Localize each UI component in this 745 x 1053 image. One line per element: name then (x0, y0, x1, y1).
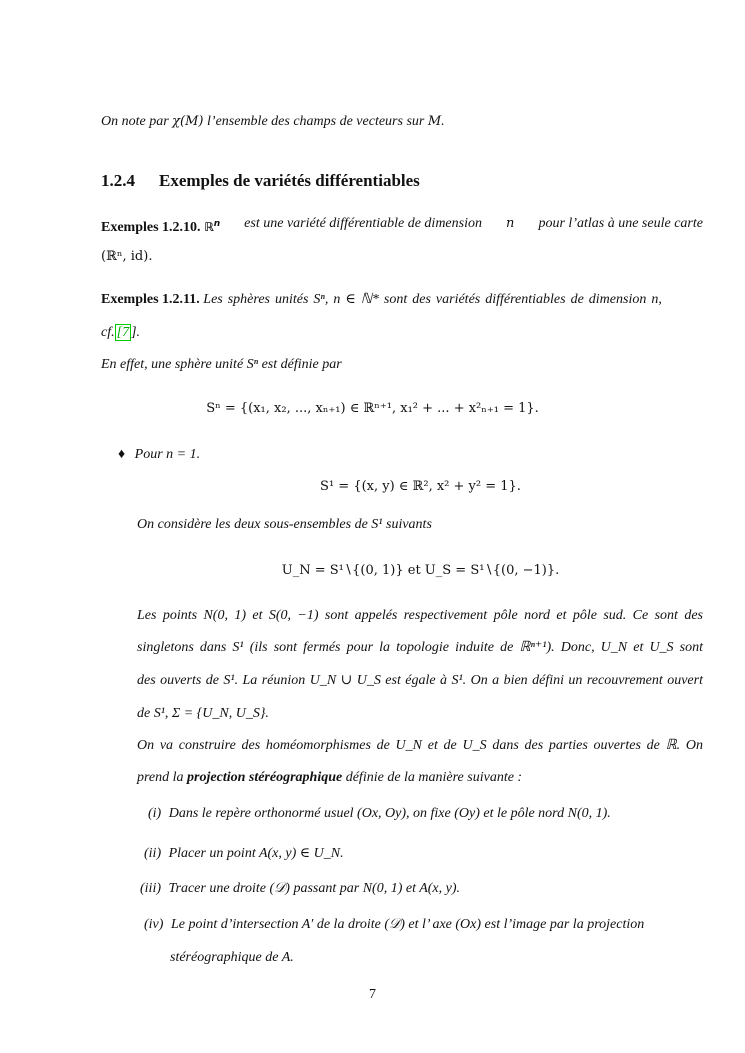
construct-post: définie de la manière suivante : (342, 770, 523, 785)
note-end: . (441, 114, 445, 129)
step-iv-text: Le point d’intersection A′ de la droite (𝒟) et l’ axe (Ox) est l’image par la projection (170, 917, 645, 932)
example-1-2-10-line1 (101, 215, 703, 237)
equation-s1: S¹ = {(x, y) ∈ ℝ², x² + y² = 1}. (320, 479, 521, 494)
example-1-2-11-text: Les sphères unités Sⁿ, n ∈ ℕ* sont des variétés différentiables de dimension n, (203, 292, 662, 307)
example-1-2-10-var: n (506, 216, 515, 231)
step-i (148, 805, 611, 823)
step-ii (144, 845, 344, 863)
construct-line-2 (137, 769, 522, 787)
example-1-2-10-rest: pour l’atlas à une seule carte (538, 216, 703, 231)
section-heading (101, 172, 420, 190)
step-iv-line2: stéréographique de A. (170, 950, 294, 965)
citation-number: 7 (122, 325, 130, 340)
step-iii-text: Tracer une droite (𝒟) passant par N(0, 1) et A(x, y). (168, 881, 461, 896)
diamond-bullet-icon: ♦ (118, 447, 126, 462)
construct-bold: projection stéréographique (187, 770, 343, 785)
construct-line-1: On va construire des homéomorphismes de U_N et de U_S dans des parties ouvertes de ℝ. On (137, 738, 703, 753)
note-var: M (427, 114, 442, 129)
step-ii-text: Placer un point A(x, y) ∈ U_N. (168, 846, 344, 861)
note-prefix: On note par (101, 114, 173, 129)
step-ii-num: (ii) (144, 846, 162, 861)
construct-pre: prend la (137, 770, 188, 785)
step-i-text: Dans le repère orthonormé usuel (Ox, Oy), on fixe (Oy) et le pôle nord N(0, 1). (168, 806, 611, 821)
para-line-4: de S¹, Σ = {U_N, U_S}. (137, 706, 269, 721)
case-n1-label: Pour n = 1. (134, 447, 201, 462)
page-number: 7 (369, 987, 376, 1002)
step-iv-num: (iv) (144, 917, 164, 932)
note-line (101, 113, 445, 131)
equation-u: U_N = S¹∖{(0, 1)} et U_S = S¹∖{(0, −1)}. (281, 563, 560, 578)
note-math: χ(M) (172, 114, 204, 129)
intro-line: En effet, une sphère unité Sⁿ est définie par (101, 357, 342, 372)
step-iii-num: (iii) (140, 881, 161, 896)
cf-end: ]. (131, 325, 141, 340)
para-line-2: singletons dans S¹ (ils sont fermés pour la topologie induite de ℝⁿ⁺¹). Donc, U_N et U_S sont (137, 640, 703, 655)
real-set-symbol: ℝ$^n$ (204, 219, 221, 234)
example-1-2-11-label: Exemples 1.2.11. (101, 292, 200, 307)
example-1-2-11-line2 (101, 324, 140, 342)
example-1-2-10-text: est une variété différentiable de dimension (244, 216, 482, 231)
cf-text: cf. (101, 325, 115, 340)
section-title: Exemples de variétés différentiables (159, 171, 420, 190)
equation-sn: Sⁿ = {(x₁, x₂, ..., xₙ₊₁) ∈ ℝⁿ⁺¹, x₁² + ... + x²ₙ₊₁ = 1}. (206, 401, 539, 416)
step-iv (144, 916, 644, 934)
section-number: 1.2.4 (101, 171, 135, 190)
note-suffix: l’ensemble des champs de vecteurs sur (203, 114, 428, 129)
citation-link[interactable]: [7 (116, 325, 130, 340)
para-line-3: des ouverts de S¹. La réunion U_N ∪ U_S est égale à S¹. On a bien défini un recouvrement ouvert (137, 673, 703, 688)
step-iii (140, 880, 460, 898)
case-n1 (118, 446, 200, 464)
para-line-1: Les points N(0, 1) et S(0, −1) sont appelés respectivement pôle nord et pôle sud. Ce sont des (137, 608, 703, 623)
consider-line: On considère les deux sous-ensembles de S¹ suivants (137, 517, 432, 532)
step-i-num: (i) (148, 806, 162, 821)
example-1-2-10-line2: (ℝⁿ, id). (101, 249, 153, 264)
example-1-2-11-line1 (101, 291, 703, 309)
example-1-2-10-label: Exemples 1.2.10. (101, 220, 201, 235)
